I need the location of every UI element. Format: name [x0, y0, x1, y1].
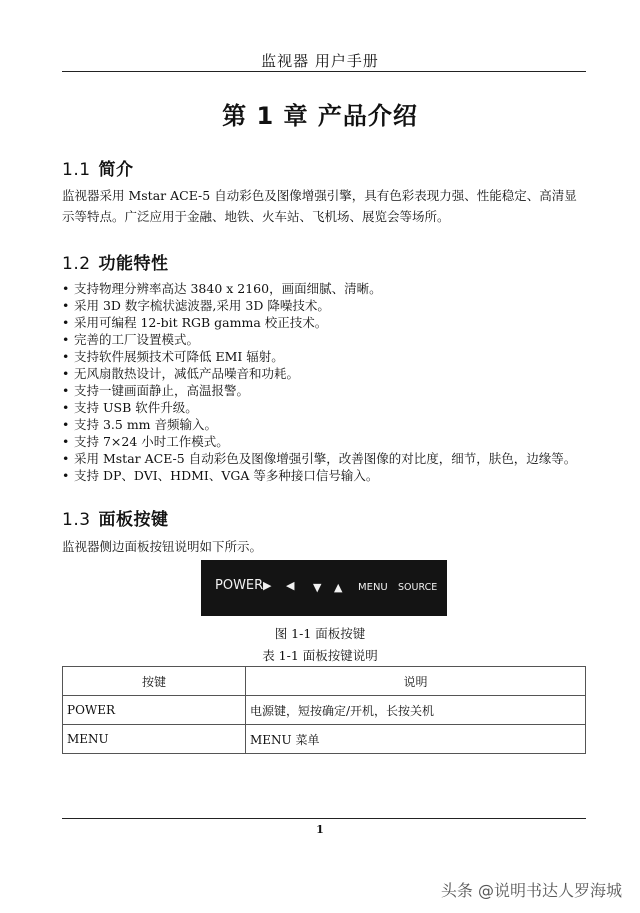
table-cell: POWER	[63, 696, 246, 725]
section-title-intro	[62, 155, 134, 180]
panel-paragraph: 监视器侧边面板按钮说明如下所示。	[62, 539, 263, 554]
feature-list	[62, 280, 576, 484]
power-label: POWER	[215, 578, 264, 593]
list-item	[62, 433, 576, 450]
table-row	[63, 696, 586, 725]
list-item	[62, 348, 576, 365]
list-item-text: 支持 3.5 mm 音频输入。	[74, 417, 218, 432]
list-item	[62, 297, 576, 314]
header-divider	[62, 71, 586, 72]
chapter-title: 第 1 章 产品介绍	[222, 102, 418, 130]
list-item-text: 支持物理分辨率高达 3840 x 2160，画面细腻、清晰。	[74, 281, 382, 296]
page-number: 1	[316, 823, 324, 836]
column-header: 按键	[63, 667, 246, 696]
menu-label: MENU	[358, 582, 388, 593]
bullet: •	[62, 298, 70, 313]
key-description-table	[62, 666, 586, 754]
bullet: •	[62, 417, 70, 432]
list-item	[62, 280, 576, 297]
list-item-text: 采用 Mstar ACE-5 自动彩色及图像增强引擎，改善图像的对比度，细节，肤色，边缘等。	[74, 451, 577, 466]
section-title-features	[62, 249, 169, 274]
list-item-text: 采用 3D 数字梳状滤波器,采用 3D 降噪技术。	[74, 298, 330, 313]
arrow-up-icon: ▲	[334, 581, 343, 594]
bullet: •	[62, 315, 70, 330]
list-item-text: 支持 7×24 小时工作模式。	[74, 434, 229, 449]
bullet: •	[62, 400, 70, 415]
list-item-text: 无风扇散热设计，减低产品噪音和功耗。	[74, 366, 300, 381]
bullet: •	[62, 281, 70, 296]
panel-buttons-image	[201, 560, 447, 616]
list-item-text: 完善的工厂设置模式。	[74, 332, 200, 347]
section-number: 1.3	[62, 510, 91, 530]
bullet: •	[62, 468, 70, 483]
arrow-down-icon: ▼	[313, 581, 322, 594]
section-heading: 简介	[98, 160, 134, 180]
arrow-left-icon: ◀	[286, 579, 295, 592]
section-number: 1.2	[62, 254, 91, 274]
table-cell: MENU	[63, 725, 246, 754]
list-item-text: 采用可编程 12-bit RGB gamma 校正技术。	[74, 315, 328, 330]
section-heading: 面板按键	[98, 510, 169, 530]
table-cell: MENU 菜单	[246, 725, 586, 754]
bullet: •	[62, 434, 70, 449]
list-item	[62, 331, 576, 348]
list-item	[62, 314, 576, 331]
table-caption: 表 1-1 面板按键说明	[262, 648, 378, 663]
bullet: •	[62, 366, 70, 381]
table-cell: 电源键，短按确定/开机，长按关机	[246, 696, 586, 725]
list-item	[62, 467, 576, 484]
section-title-panel	[62, 505, 169, 530]
source-label: SOURCE	[398, 582, 438, 593]
list-item	[62, 382, 576, 399]
section-heading: 功能特性	[98, 254, 169, 274]
list-item	[62, 365, 576, 382]
list-item	[62, 399, 576, 416]
list-item	[62, 416, 576, 433]
watermark: 头条 @说明书达人罗海城	[440, 881, 622, 900]
section-number: 1.1	[62, 160, 91, 180]
bullet: •	[62, 332, 70, 347]
list-item-text: 支持 DP、DVI、HDMI、VGA 等多种接口信号输入。	[74, 468, 379, 483]
table-header-row	[63, 667, 586, 696]
footer-divider	[62, 818, 586, 819]
bullet: •	[62, 451, 70, 466]
arrow-right-icon: ▶	[263, 579, 272, 592]
intro-paragraph: 监视器采用 Mstar ACE-5 自动彩色及图像增强引擎，具有色彩表现力强、性能稳定、高清显示等特点。广泛应用于金融、地铁、火车站、飞机场、展览会等场所。	[62, 188, 577, 224]
list-item	[62, 450, 576, 467]
document-header-title: 监视器 用户手册	[261, 52, 379, 70]
list-item-text: 支持软件展频技术可降低 EMI 辐射。	[74, 349, 284, 364]
column-header: 说明	[246, 667, 586, 696]
list-item-text: 支持 USB 软件升级。	[74, 400, 198, 415]
bullet: •	[62, 349, 70, 364]
figure-caption: 图 1-1 面板按键	[274, 626, 366, 641]
list-item-text: 支持一键画面静止，高温报警。	[74, 383, 250, 398]
table-row	[63, 725, 586, 754]
bullet: •	[62, 383, 70, 398]
